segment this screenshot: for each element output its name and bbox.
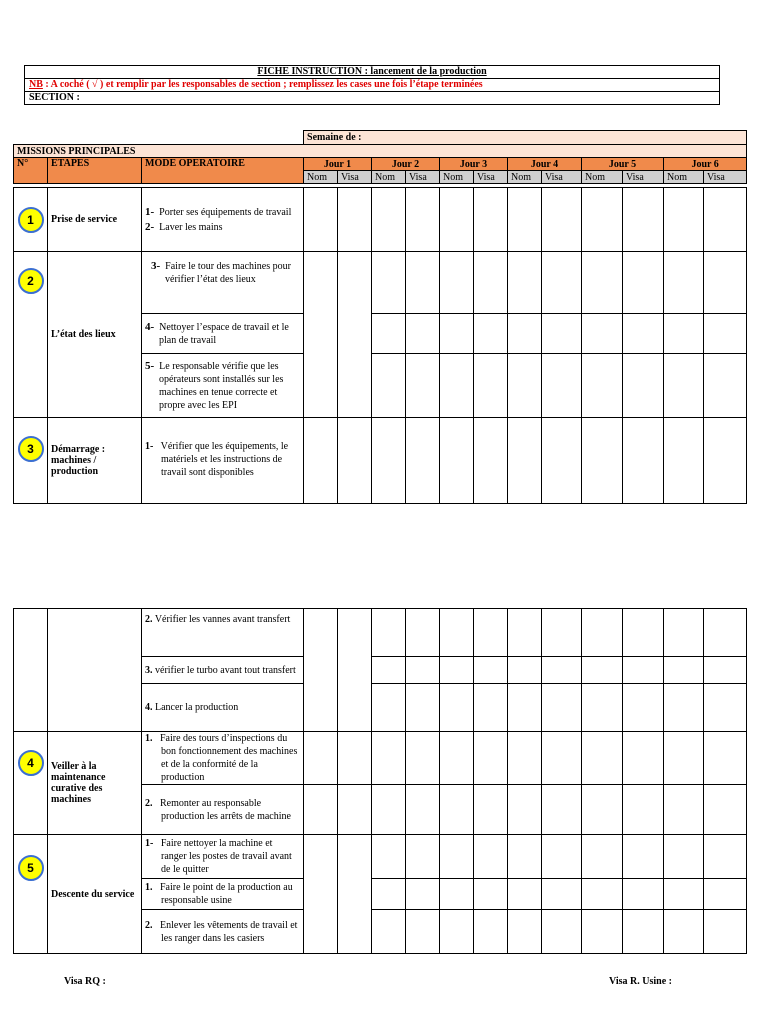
nom-cell[interactable] — [372, 314, 406, 354]
visa-cell[interactable] — [406, 188, 440, 252]
step-number-badge: 3 — [18, 436, 44, 462]
instruction-text: Faire le point de la production au responsable usine — [160, 882, 293, 906]
mode-operatoire-cell — [142, 252, 304, 314]
visa-header: Visa — [542, 171, 582, 184]
instruction-text: Faire des tours d’inspections du bon fonctionnement des machines et de la conformité de la production — [160, 733, 298, 783]
step-number-badge: 5 — [18, 855, 44, 881]
mode-operatoire-cell — [142, 657, 304, 684]
visa-cell[interactable] — [406, 657, 440, 684]
nom-cell[interactable] — [664, 835, 704, 879]
nom-cell[interactable] — [440, 354, 474, 418]
nom-cell[interactable] — [508, 354, 542, 418]
visa-header: Visa — [474, 171, 508, 184]
instruction-text: Nettoyer l’espace de travail et le plan de travail — [159, 321, 289, 346]
nom-cell[interactable] — [440, 835, 474, 879]
nom-cell[interactable] — [582, 314, 623, 354]
visa-cell[interactable] — [623, 609, 664, 657]
visa-cell[interactable] — [406, 252, 440, 314]
nom-cell[interactable] — [440, 732, 474, 785]
visa-cell[interactable] — [623, 684, 664, 732]
nom-cell[interactable] — [582, 252, 623, 314]
visa-cell[interactable] — [542, 354, 582, 418]
instruction-text: Vérifier les vannes avant transfert — [152, 614, 291, 625]
visa-cell[interactable] — [406, 785, 440, 835]
step-name: Veiller à la maintenance curative des machines — [48, 732, 142, 835]
nom-cell[interactable] — [372, 354, 406, 418]
mode-operatoire-cell — [142, 910, 304, 954]
section-field[interactable]: SECTION : — [25, 92, 720, 105]
visa-cell[interactable] — [623, 910, 664, 954]
nb-note — [25, 79, 720, 92]
col-mode-header: MODE OPERATOIRE — [142, 158, 304, 184]
visa-cell[interactable] — [542, 418, 582, 504]
instruction-number: 4. — [145, 702, 153, 713]
visa-cell[interactable] — [704, 418, 747, 504]
visa-cell[interactable] — [406, 418, 440, 504]
instruction-number: 5- — [145, 359, 155, 372]
mode-operatoire-cell — [142, 354, 304, 418]
visa-cell[interactable] — [704, 910, 747, 954]
mode-operatoire-cell — [142, 785, 304, 835]
visa-cell[interactable] — [474, 314, 508, 354]
nom-cell[interactable] — [508, 418, 542, 504]
nom-cell[interactable] — [508, 835, 542, 879]
document-title: FICHE INSTRUCTION : lancement de la production — [25, 66, 720, 79]
instruction-text: Faire le tour des machines pour vérifier l’état des lieux — [165, 261, 291, 285]
instruction-number: 1. — [145, 733, 153, 744]
visa-cell[interactable] — [623, 785, 664, 835]
visa-cell[interactable] — [704, 314, 747, 354]
nom-cell[interactable] — [508, 252, 542, 314]
nom-cell[interactable] — [372, 609, 406, 657]
mode-operatoire-cell — [142, 835, 304, 879]
nom-cell[interactable] — [440, 252, 474, 314]
visa-cell[interactable] — [542, 684, 582, 732]
visa-cell[interactable] — [623, 657, 664, 684]
visa-cell[interactable] — [406, 910, 440, 954]
visa-cell[interactable] — [474, 835, 508, 879]
visa-cell[interactable] — [542, 609, 582, 657]
visa-cell[interactable] — [406, 835, 440, 879]
nom-cell[interactable] — [372, 252, 406, 314]
instruction-number: 1- — [145, 441, 154, 452]
mode-operatoire-cell — [142, 879, 304, 910]
visa-cell[interactable] — [542, 314, 582, 354]
step-number-badge: 2 — [18, 268, 44, 294]
nom-cell[interactable] — [372, 657, 406, 684]
visa-cell[interactable] — [474, 684, 508, 732]
nom-cell[interactable] — [582, 835, 623, 879]
visa-usine-label: Visa R. Usine : — [609, 976, 672, 987]
nom-cell[interactable] — [664, 910, 704, 954]
instruction-number: 3. — [145, 664, 153, 676]
nom-cell[interactable] — [582, 732, 623, 785]
header-box — [24, 65, 720, 105]
visa-header: Visa — [338, 171, 372, 184]
nom-cell[interactable] — [664, 314, 704, 354]
instruction-number: 2. — [145, 614, 153, 625]
visa-cell[interactable] — [338, 609, 372, 732]
visa-cell[interactable] — [542, 188, 582, 252]
visa-cell[interactable] — [704, 252, 747, 314]
missions-heading: MISSIONS PRINCIPALES — [14, 145, 747, 158]
visa-cell[interactable] — [623, 188, 664, 252]
instruction-number: 2. — [145, 797, 153, 809]
nom-cell[interactable] — [508, 684, 542, 732]
visa-cell[interactable] — [704, 879, 747, 910]
visa-header: Visa — [704, 171, 747, 184]
visa-header: Visa — [406, 171, 440, 184]
nom-cell[interactable] — [440, 314, 474, 354]
visa-cell[interactable] — [474, 732, 508, 785]
nom-cell[interactable] — [304, 418, 338, 504]
visa-rq-label: Visa RQ : — [64, 976, 106, 987]
col-etapes-header: ETAPES — [48, 158, 142, 184]
step-row-4 — [14, 732, 747, 785]
step-name: Démarrage : machines / production — [48, 418, 142, 504]
visa-cell[interactable] — [474, 879, 508, 910]
nom-cell[interactable] — [304, 835, 338, 954]
day-6-header: Jour 6 — [664, 158, 747, 171]
nom-cell[interactable] — [664, 418, 704, 504]
nom-cell[interactable] — [440, 418, 474, 504]
nom-cell[interactable] — [508, 879, 542, 910]
visa-cell[interactable] — [406, 609, 440, 657]
instruction-number: 2. — [145, 919, 153, 931]
mode-operatoire-cell — [142, 418, 304, 504]
instruction-number: 1- — [145, 205, 155, 218]
nom-cell[interactable] — [372, 835, 406, 879]
visa-cell[interactable] — [704, 657, 747, 684]
nom-cell[interactable] — [440, 785, 474, 835]
nom-cell[interactable] — [440, 879, 474, 910]
visa-cell[interactable] — [338, 252, 372, 418]
visa-cell[interactable] — [542, 252, 582, 314]
visa-cell[interactable] — [406, 684, 440, 732]
missions-table-top — [13, 130, 747, 504]
nom-cell[interactable] — [508, 609, 542, 657]
visa-cell[interactable] — [704, 188, 747, 252]
instruction-text: Lancer la production — [152, 702, 239, 713]
visa-cell[interactable] — [474, 252, 508, 314]
nom-cell[interactable] — [372, 879, 406, 910]
visa-cell[interactable] — [474, 418, 508, 504]
visa-cell[interactable] — [704, 785, 747, 835]
visa-cell[interactable] — [338, 835, 372, 954]
nom-cell[interactable] — [664, 732, 704, 785]
visa-cell[interactable] — [406, 879, 440, 910]
nom-cell[interactable] — [582, 188, 623, 252]
nom-header: Nom — [440, 171, 474, 184]
step-row-3 — [14, 418, 747, 504]
instruction-text: Le responsable vérifie que les opérateurs sont installés sur les machines en tenue correcte et propre avec les EPI — [159, 360, 284, 411]
visa-cell[interactable] — [474, 609, 508, 657]
day-3-header: Jour 3 — [440, 158, 508, 171]
nom-cell[interactable] — [582, 910, 623, 954]
nom-cell[interactable] — [372, 732, 406, 785]
instruction-text: Vérifier que les équipements, le matériels et les instructions de travail sont disponibles — [160, 441, 289, 478]
step-row-1 — [14, 188, 747, 252]
nom-cell[interactable] — [508, 188, 542, 252]
nom-cell[interactable] — [664, 188, 704, 252]
nom-cell[interactable] — [440, 684, 474, 732]
step-name: Prise de service — [48, 188, 142, 252]
nom-cell[interactable] — [304, 188, 338, 252]
visa-cell[interactable] — [474, 657, 508, 684]
instruction-text: Laver les mains — [159, 221, 223, 233]
nom-header: Nom — [508, 171, 542, 184]
instruction-text: vérifier le turbo avant tout transfert — [152, 664, 296, 676]
nom-cell[interactable] — [304, 732, 338, 785]
visa-cell[interactable] — [474, 785, 508, 835]
nom-cell[interactable] — [664, 657, 704, 684]
nom-cell[interactable] — [582, 354, 623, 418]
visa-cell[interactable] — [474, 188, 508, 252]
instruction-number: 2- — [145, 220, 155, 233]
nom-cell[interactable] — [508, 314, 542, 354]
mode-operatoire-cell — [142, 188, 304, 252]
visa-cell[interactable] — [704, 732, 747, 785]
visa-cell[interactable] — [704, 684, 747, 732]
step-number-badge: 4 — [18, 750, 44, 776]
nom-cell[interactable] — [304, 785, 338, 835]
step-number-badge: 1 — [18, 207, 44, 233]
nom-cell[interactable] — [304, 609, 338, 732]
col-no-header: N° — [14, 158, 48, 184]
nom-cell[interactable] — [440, 657, 474, 684]
nom-cell[interactable] — [582, 879, 623, 910]
visa-cell[interactable] — [623, 418, 664, 504]
nom-cell[interactable] — [372, 684, 406, 732]
nom-cell[interactable] — [440, 910, 474, 954]
visa-cell[interactable] — [542, 785, 582, 835]
nom-cell[interactable] — [304, 252, 338, 418]
nb-text: : A coché ( √ ) et remplir par les responsables de section ; remplissez les cases une fois l’étape terminées — [42, 79, 483, 90]
nom-cell[interactable] — [508, 910, 542, 954]
nom-header: Nom — [664, 171, 704, 184]
visa-cell[interactable] — [474, 910, 508, 954]
instruction-number: 4- — [145, 320, 155, 333]
visa-cell[interactable] — [704, 354, 747, 418]
instruction-text: Remonter au responsable production les arrêts de machine — [160, 797, 291, 822]
step-name: Descente du service — [48, 835, 142, 954]
nom-cell[interactable] — [372, 188, 406, 252]
nom-cell[interactable] — [664, 684, 704, 732]
visa-cell[interactable] — [623, 252, 664, 314]
step-row-5 — [14, 835, 747, 879]
instruction-number: 1- — [145, 838, 154, 849]
visa-cell[interactable] — [623, 732, 664, 785]
nom-cell[interactable] — [508, 732, 542, 785]
instruction-text: Faire nettoyer la machine et ranger les postes de travail avant de le quitter — [160, 838, 292, 875]
step-row-2 — [14, 252, 747, 314]
visa-cell[interactable] — [406, 314, 440, 354]
visa-cell[interactable] — [338, 188, 372, 252]
mode-operatoire-cell — [142, 732, 304, 785]
visa-cell[interactable] — [338, 732, 372, 785]
mode-operatoire-cell — [142, 609, 304, 657]
visa-cell[interactable] — [623, 835, 664, 879]
missions-table-bottom — [13, 608, 747, 954]
nom-header: Nom — [372, 171, 406, 184]
instruction-number: 1. — [145, 882, 153, 893]
nom-cell[interactable] — [664, 354, 704, 418]
nom-cell[interactable] — [372, 418, 406, 504]
nom-header: Nom — [304, 171, 338, 184]
nom-cell[interactable] — [582, 684, 623, 732]
nom-cell[interactable] — [372, 910, 406, 954]
visa-cell[interactable] — [338, 785, 372, 835]
instruction-text: Porter ses équipements de travail — [159, 206, 292, 218]
nom-cell[interactable] — [582, 785, 623, 835]
visa-cell[interactable] — [542, 657, 582, 684]
nom-cell[interactable] — [582, 418, 623, 504]
mode-operatoire-cell — [142, 684, 304, 732]
visa-cell[interactable] — [406, 732, 440, 785]
nom-cell[interactable] — [440, 609, 474, 657]
nom-cell[interactable] — [664, 785, 704, 835]
visa-cell[interactable] — [542, 910, 582, 954]
nb-label: NB — [29, 79, 43, 90]
instruction-text: Enlever les vêtements de travail et les ranger dans les casiers — [160, 919, 298, 944]
nom-cell[interactable] — [582, 657, 623, 684]
visa-cell[interactable] — [623, 879, 664, 910]
visa-cell[interactable] — [406, 354, 440, 418]
visa-cell[interactable] — [704, 835, 747, 879]
nom-cell[interactable] — [582, 609, 623, 657]
visa-cell[interactable] — [542, 732, 582, 785]
visa-cell[interactable] — [542, 879, 582, 910]
nom-cell[interactable] — [664, 609, 704, 657]
instruction-number: 3- — [151, 260, 161, 272]
nom-cell[interactable] — [508, 657, 542, 684]
day-5-header: Jour 5 — [582, 158, 664, 171]
nom-cell[interactable] — [508, 785, 542, 835]
nom-cell[interactable] — [664, 252, 704, 314]
visa-cell[interactable] — [338, 418, 372, 504]
mode-operatoire-cell — [142, 314, 304, 354]
nom-cell[interactable] — [440, 188, 474, 252]
day-4-header: Jour 4 — [508, 158, 582, 171]
visa-cell[interactable] — [542, 835, 582, 879]
visa-header: Visa — [623, 171, 664, 184]
visa-cell[interactable] — [623, 354, 664, 418]
nom-header: Nom — [582, 171, 623, 184]
day-1-header: Jour 1 — [304, 158, 372, 171]
nom-cell[interactable] — [664, 879, 704, 910]
visa-cell[interactable] — [474, 354, 508, 418]
semaine-field[interactable]: Semaine de : — [304, 131, 747, 145]
visa-cell[interactable] — [704, 609, 747, 657]
visa-cell[interactable] — [623, 314, 664, 354]
step-name: L’état des lieux — [48, 252, 142, 418]
nom-cell[interactable] — [372, 785, 406, 835]
day-2-header: Jour 2 — [372, 158, 440, 171]
